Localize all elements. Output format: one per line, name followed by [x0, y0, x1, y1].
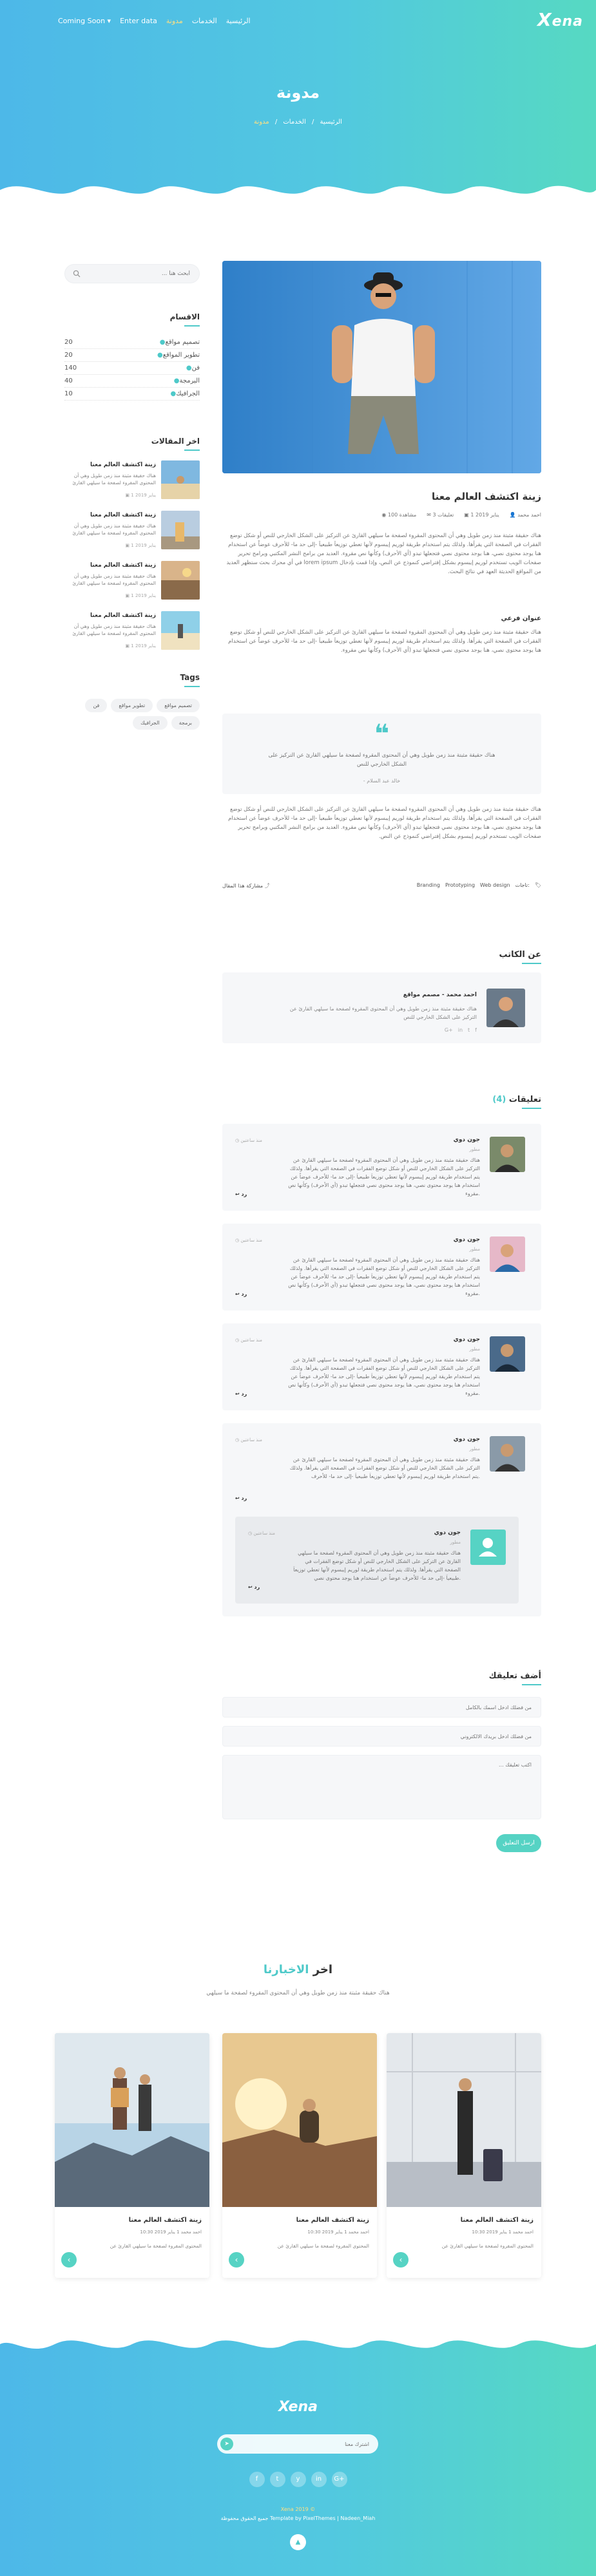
- comment-form-title: أضف تعليقك: [488, 1671, 541, 1681]
- user-icon: [470, 1530, 506, 1565]
- reply-button[interactable]: [235, 1291, 247, 1297]
- recent-post-thumb: [161, 460, 200, 499]
- nested-reply: [235, 1517, 519, 1604]
- bullet-icon: ●: [157, 352, 163, 359]
- calendar-icon: ▣: [125, 593, 131, 598]
- date-text: منذ ساعتين: [253, 1531, 275, 1536]
- commenter-role: مطور: [469, 1247, 480, 1252]
- date-text: 1 يناير 2019: [131, 643, 156, 649]
- brand-logo[interactable]: Xena: [537, 9, 583, 30]
- article-subheading: عنوان فرعي: [501, 615, 541, 622]
- news-card-title: زينة اكتشف العالم معنا: [460, 2217, 534, 2224]
- bullet-icon: ●: [170, 390, 177, 397]
- article-tag[interactable]: Prototyping: [445, 882, 476, 888]
- commenter-name: جون دوي: [453, 1336, 480, 1343]
- recent-posts: [64, 460, 200, 654]
- category-count: 10: [64, 390, 73, 397]
- commenter-avatar: [490, 1137, 525, 1172]
- quote-icon: ❝: [374, 719, 390, 749]
- reply-button[interactable]: [248, 1584, 260, 1590]
- reply-label: رد: [254, 1584, 260, 1590]
- chevron-down-icon: ▾: [107, 17, 111, 25]
- category-list: [64, 336, 200, 401]
- blockquote: [222, 714, 541, 794]
- footer-subscribe: [217, 2434, 378, 2454]
- author-bio: هناك حقيقة مثبتة منذ زمن طويل وهي أن المحتوى المقروء لصفحة ما سيلهي القارئ عن التركيز على الشكل الخارجي للنص: [289, 1006, 477, 1020]
- comment-card: [222, 1224, 541, 1311]
- nav-services[interactable]: الخدمات: [191, 17, 217, 25]
- clock-icon: ◷: [235, 1138, 241, 1143]
- reply-label: رد: [241, 1291, 247, 1297]
- commenter-role: مطور: [450, 1540, 461, 1545]
- reply-label: رد: [241, 1391, 247, 1397]
- calendar-icon: ▣: [464, 512, 471, 518]
- reply-icon: ↩: [235, 1191, 242, 1197]
- email-input[interactable]: [222, 1726, 541, 1747]
- tag-chip[interactable]: فن: [85, 699, 107, 712]
- category-count: 140: [64, 365, 77, 372]
- author-social: [445, 1027, 477, 1033]
- commenter-avatar: [490, 1336, 525, 1372]
- commenter-role: مطور: [469, 1347, 480, 1352]
- reply-label: رد: [241, 1191, 247, 1197]
- share-icon: ⤴: [264, 883, 270, 889]
- comment-date: [248, 1531, 275, 1536]
- comment-icon: ✉: [427, 512, 433, 518]
- date-text: 1 يناير 2019: [131, 493, 156, 498]
- nav-coming-soon-label: Coming Soon: [58, 17, 106, 25]
- recent-post[interactable]: [64, 611, 200, 656]
- recent-post-title: زينة اكتشف العالم معنا: [90, 462, 156, 468]
- user-icon: 👤: [509, 512, 518, 518]
- category-label: تطوير المواقع: [162, 352, 200, 359]
- tag-chip[interactable]: برمجة: [171, 716, 200, 730]
- chevron-left-icon[interactable]: ‹: [229, 2252, 244, 2268]
- heading-underline: [184, 686, 200, 687]
- search-input[interactable]: [90, 265, 199, 283]
- author-avatar: [486, 989, 525, 1027]
- reply-button[interactable]: [235, 1191, 247, 1197]
- breadcrumb-services[interactable]: الخدمات: [283, 118, 306, 126]
- category-item[interactable]: [64, 336, 200, 349]
- comment-date: [235, 1238, 262, 1243]
- recent-post-excerpt: هناك حقيقة مثبتة منذ زمن طويل وهي أن المحتوى المقروء لصفحة ما سيلهي القارئ: [72, 573, 156, 586]
- date-text: منذ ساعتين: [240, 1338, 262, 1343]
- article-paragraph: هناك حقيقة مثبتة منذ زمن طويل وهي أن المحتوى المقروء لصفحة ما سيلهي القارئ عن التركيز على الشكل الخارجي للنص أو شكل توضع الفقرات في الصفحة التي يقرأها. ولذلك يتم استخدام طريقة لوريم إيبسوم لأنها تعطي توزيعاَ طبيعياَ -إلى حد ما- للأحرف عوضاً عن استخدام هنا يوجد محتوى نصي، هنا يوجد محتوى نصي فتجعلها تبدو (أي الأحرف) وكأنها نص مقروء.: [228, 629, 541, 654]
- nav-enter-data[interactable]: Enter data: [120, 17, 157, 25]
- quote-text: هناك حقيقة مثبتة منذ زمن طويل وهي أن المحتوى المقروء لصفحة ما سيلهي القارئ عن التركيز على الشكل الخارجي للنص: [268, 752, 495, 768]
- comment-card: [222, 1423, 541, 1616]
- tag-chip[interactable]: تطوير مواقع: [111, 699, 153, 712]
- news-card-desc: المحتوى المقروء لصفحة ما سيلهي القارئ عن: [277, 2243, 369, 2249]
- commenter-role: مطور: [469, 1147, 480, 1152]
- facebook-icon[interactable]: f: [249, 2472, 265, 2487]
- linkedin-icon[interactable]: in: [311, 2472, 327, 2487]
- comments-title: [222, 1095, 541, 1104]
- recent-post-title: زينة اكتشف العالم معنا: [90, 512, 156, 518]
- news-card-meta: احمد محمد 1 يناير 2019 10:30: [307, 2230, 369, 2235]
- reply-icon: ↩: [248, 1584, 255, 1590]
- linkedin-icon[interactable]: in: [457, 1027, 463, 1033]
- article-featured-image: [222, 261, 541, 473]
- nav-coming-soon[interactable]: [58, 17, 111, 25]
- views-text: 100 مشاهدة: [387, 512, 417, 518]
- youtube-icon[interactable]: y: [291, 2472, 306, 2487]
- latest-news-title: [0, 1963, 596, 1976]
- tag-chip[interactable]: الجرافيك: [133, 716, 167, 730]
- recent-post-title: زينة اكتشف العالم معنا: [90, 612, 156, 619]
- news-card-image: [387, 2033, 541, 2207]
- author-name: احمد محمد: [517, 512, 541, 518]
- article-meta: [222, 512, 541, 518]
- copyright-line: جميع الحقوق محفوظة Template by PixelThemes | Nadeen_Miah: [220, 2515, 376, 2521]
- google-plus-icon[interactable]: G+: [444, 1027, 453, 1033]
- reply-button[interactable]: [235, 1495, 247, 1501]
- comment-text: هناك حقيقة مثبتة منذ زمن طويل وهي أن المحتوى المقروء لصفحة ما سيلهي القارئ عن التركيز على الشكل الخارجي للنص أو شكل توضع الفقرات في الصفحة التي يقرأها. ولذلك يتم استخدام طريقة لوريم إيبسوم لأنها تعطي توزيعاَ طبيعياَ -إلى حد ما- للأحرف.: [289, 1457, 480, 1479]
- comment-text: هناك حقيقة مثبتة منذ زمن طويل وهي أن المحتوى المقروء لصفحة ما سيلهي القارئ عن التركيز على الشكل الخارجي للنص أو شكل توضع الفقرات في الصفحة التي يقرأها. ولذلك يتم استخدام طريقة لوريم إيبسوم لأنها تعطي توزيعاَ طبيعياَ -إلى حد ما- للأحرف عوضاً عن استخدام هنا يوجد محتوى نصي، هنا يوجد محتوى نصي فتجعلها تبدو (أي الأحرف) وكأنها نص مقروء.: [288, 1257, 480, 1296]
- commenter-avatar: [490, 1236, 525, 1272]
- copyright: [0, 2505, 596, 2523]
- calendar-icon: ▣: [125, 643, 131, 649]
- category-item[interactable]: [64, 375, 200, 388]
- commenter-name: جون دوي: [453, 1137, 480, 1143]
- breadcrumb-current: مدونة: [254, 118, 269, 126]
- submit-comment-button[interactable]: ارسل التعليق: [496, 1834, 541, 1852]
- recent-post-date: [66, 593, 156, 598]
- footer-wave: [0, 2318, 596, 2363]
- category-item[interactable]: [64, 388, 200, 401]
- news-card-image: [55, 2033, 209, 2207]
- reply-label: رد: [241, 1495, 247, 1501]
- clock-icon: ◷: [248, 1531, 254, 1536]
- heading-underline: [522, 1108, 541, 1109]
- comment-date: [235, 1437, 262, 1443]
- chevron-left-icon[interactable]: ‹: [393, 2252, 409, 2268]
- comment-text: هناك حقيقة مثبتة منذ زمن طويل وهي أن المحتوى المقروء لصفحة ما سيلهي القارئ عن التركيز على الشكل الخارجي للنص أو شكل توضع الفقرات في الصفحة التي يقرأها. ولذلك يتم استخدام طريقة لوريم إيبسوم لأنها تعطي توزيعاَ طبيعياَ -إلى حد ما- للأحرف عوضاً عن استخدام هنا يوجد محتوى نصي.: [293, 1550, 461, 1581]
- article-paragraph: هناك حقيقة مثبتة منذ زمن طويل وهي أن المحتوى المقروء لصفحة ما سيلهي القارئ عن التركيز على الشكل الخارجي للنص أو شكل توضع الفقرات في الصفحة التي يقرأها. ولذلك يتم استخدام طريقة لوريم إيبسوم لأنها تعطي توزيعاَ طبيعياَ -إلى حد ما- للأحرف عوضاً عن استخدام هنا يوجد محتوى نصي، هنا يوجد محتوى نصي فتجعلها تبدو (أي الأحرف) وكأنها نص مقروء. العديد من برامح النشر المكتبي وبرامح تحرير صفحات الويب تستخدم لوريم إيبسوم بشكل إفتراضي كنموذج عن النص، وإذا قمت بإدخال lorem ipsum في أي محرك بحث ستظهر العديد من المواقع الحديثة العهد في نتائج البحث.: [226, 533, 541, 575]
- share-article[interactable]: [222, 882, 270, 895]
- latest-news-subtitle: هناك حقيقة مثبتة منذ زمن طويل وهي أن المحتوى المقروء لصفحة ما سيلهي: [206, 1990, 390, 1996]
- bullet-icon: ●: [173, 377, 180, 384]
- share-label: مشاركة هذا المقال: [222, 883, 264, 889]
- categories-heading: الاقسام: [169, 312, 200, 321]
- comment-card: [222, 1124, 541, 1211]
- facebook-icon[interactable]: f: [475, 1027, 477, 1033]
- article-views: [381, 512, 416, 518]
- breadcrumb-home[interactable]: الرئيسية: [320, 118, 342, 126]
- bullet-icon: ●: [159, 339, 166, 346]
- news-card-image: [222, 2033, 377, 2207]
- recent-post[interactable]: [64, 460, 200, 506]
- category-count: 40: [64, 377, 73, 384]
- page-title: مدونة: [276, 84, 320, 102]
- article-tags: [417, 882, 541, 895]
- date-text: 1 يناير 2019: [131, 593, 156, 598]
- author-box: [222, 972, 541, 1043]
- comments-title-text: تعليقات: [508, 1095, 541, 1104]
- reply-button[interactable]: [235, 1391, 247, 1397]
- news-card[interactable]: [387, 2033, 541, 2278]
- hero-header: [0, 0, 596, 206]
- sidebar-search: [64, 264, 200, 283]
- clock-icon: ◷: [235, 1238, 241, 1243]
- news-card[interactable]: [222, 2033, 377, 2278]
- comment-date: [235, 1338, 262, 1343]
- header-wave: [0, 174, 596, 206]
- heading-underline: [184, 325, 200, 327]
- recent-post[interactable]: [64, 561, 200, 606]
- main-nav: [58, 17, 251, 25]
- breadcrumb: [0, 118, 596, 126]
- tag-icon: 🏷: [534, 882, 541, 888]
- recent-post-thumb: [161, 611, 200, 650]
- reply-avatar: [470, 1530, 506, 1565]
- commenter-avatar: [490, 1436, 525, 1472]
- category-item[interactable]: [64, 362, 200, 375]
- tags-heading: Tags: [180, 673, 200, 682]
- date-text: 1 يناير 2019: [470, 512, 499, 518]
- news-card-meta: احمد محمد 1 يناير 2019 10:30: [472, 2230, 534, 2235]
- clock-icon: ◷: [235, 1437, 241, 1443]
- author-name: احمد محمد - مصمم مواقع: [403, 992, 477, 998]
- commenter-name: جون دوي: [434, 1530, 461, 1536]
- chevron-left-icon[interactable]: ‹: [61, 2252, 77, 2268]
- news-card-title: زينة اكتشف العالم معنا: [128, 2217, 202, 2224]
- nav-home[interactable]: الرئيسية: [226, 17, 251, 25]
- eye-icon: ◉: [381, 512, 388, 518]
- copyright-year: Xena 2019 ©: [280, 2506, 316, 2512]
- breadcrumb-separator: /: [274, 118, 278, 126]
- footer-social: [0, 2472, 596, 2487]
- tags-label: تاجات:: [515, 882, 530, 888]
- clock-icon: ◷: [235, 1338, 241, 1343]
- search-icon[interactable]: [73, 270, 81, 278]
- news-card-meta: احمد محمد 1 يناير 2019 10:30: [140, 2230, 202, 2235]
- title-highlight: الاخبارنا: [263, 1963, 309, 1976]
- footer-logo[interactable]: Xena: [278, 2399, 318, 2415]
- news-card-desc: المحتوى المقروء لصفحة ما سيلهي القارئ عن: [441, 2243, 534, 2249]
- twitter-icon[interactable]: t: [270, 2472, 285, 2487]
- subscribe-input[interactable]: [253, 2434, 369, 2454]
- commenter-name: جون دوي: [453, 1236, 480, 1243]
- breadcrumb-separator: /: [311, 118, 314, 126]
- article-tag[interactable]: Branding: [416, 882, 440, 888]
- date-text: منذ ساعتين: [240, 1437, 262, 1443]
- calendar-icon: ▣: [125, 493, 131, 498]
- recent-post-excerpt: هناك حقيقة مثبتة منذ زمن طويل وهي أن المحتوى المقروء لصفحة ما سيلهي القارئ: [72, 523, 156, 536]
- category-count: 20: [64, 352, 73, 359]
- reply-icon: ↩: [235, 1495, 242, 1501]
- tag-chip[interactable]: تصميم مواقع: [157, 699, 200, 712]
- calendar-icon: ▣: [125, 543, 131, 548]
- recent-post[interactable]: [64, 511, 200, 556]
- category-label: تصميم مواقع: [165, 339, 200, 346]
- comment-text: هناك حقيقة مثبتة منذ زمن طويل وهي أن المحتوى المقروء لصفحة ما سيلهي القارئ عن التركيز على الشكل الخارجي للنص أو شكل توضع الفقرات في الصفحة التي يقرأها. ولذلك يتم استخدام طريقة لوريم إيبسوم لأنها تعطي توزيعاَ طبيعياَ -إلى حد ما- للأحرف عوضاً عن استخدام هنا يوجد محتوى نصي، هنا يوجد محتوى نصي فتجعلها تبدو (أي الأحرف) وكأنها نص مقروء.: [288, 1157, 480, 1197]
- author-section-title: عن الكاتب: [499, 950, 541, 960]
- comments-text: 3 تعليقات: [432, 512, 454, 518]
- category-count: 20: [64, 339, 73, 346]
- date-text: منذ ساعتين: [240, 1138, 262, 1143]
- comments-count: (4): [492, 1095, 506, 1104]
- reply-icon: ↩: [235, 1291, 242, 1297]
- name-input[interactable]: [222, 1697, 541, 1718]
- comment-card: [222, 1323, 541, 1410]
- chevron-up-icon[interactable]: ▲: [290, 2534, 306, 2550]
- recent-post-date: [66, 493, 156, 498]
- commenter-role: مطور: [469, 1446, 480, 1452]
- quote-author: - خالد عبد السلام: [363, 778, 401, 784]
- recent-post-excerpt: هناك حقيقة مثبتة منذ زمن طويل وهي أن المحتوى المقروء لصفحة ما سيلهي القارئ: [72, 623, 156, 636]
- heading-underline: [522, 963, 541, 964]
- recent-post-date: [66, 643, 156, 649]
- recent-post-date: [66, 543, 156, 548]
- news-card[interactable]: [55, 2033, 209, 2278]
- article-author[interactable]: [510, 512, 541, 518]
- category-label: الجرافيك: [176, 390, 200, 397]
- recent-post-title: زينة اكتشف العالم معنا: [90, 562, 156, 569]
- recent-post-thumb: [161, 561, 200, 600]
- tag-cloud: [64, 699, 200, 730]
- recent-post-thumb: [161, 511, 200, 549]
- article-title: زينة اكتشف العالم معنا: [431, 491, 541, 502]
- category-label: فن: [191, 365, 200, 372]
- article-comments-count[interactable]: [427, 512, 454, 518]
- date-text: 1 يناير 2019: [131, 543, 156, 548]
- message-textarea[interactable]: [222, 1755, 541, 1819]
- comment-date: [235, 1138, 262, 1143]
- recent-posts-heading: اخر المقالات: [151, 437, 200, 446]
- date-text: منذ ساعتين: [240, 1238, 262, 1243]
- recent-post-excerpt: هناك حقيقة مثبتة منذ زمن طويل وهي أن المحتوى المقروء لصفحة ما سيلهي القارئ: [72, 473, 156, 486]
- news-card-desc: المحتوى المقروء لصفحة ما سيلهي القارئ عن: [110, 2243, 202, 2249]
- send-icon[interactable]: ➤: [220, 2438, 233, 2450]
- twitter-icon[interactable]: t: [468, 1027, 470, 1033]
- google-plus-icon[interactable]: G+: [332, 2472, 347, 2487]
- comment-text: هناك حقيقة مثبتة منذ زمن طويل وهي أن المحتوى المقروء لصفحة ما سيلهي القارئ عن التركيز على الشكل الخارجي للنص أو شكل توضع الفقرات في الصفحة التي يقرأها. ولذلك يتم استخدام طريقة لوريم إيبسوم لأنها تعطي توزيعاَ طبيعياَ -إلى حد ما- للأحرف عوضاً عن استخدام هنا يوجد محتوى نصي، هنا يوجد محتوى نصي فتجعلها تبدو (أي الأحرف) وكأنها نص مقروء.: [288, 1357, 480, 1396]
- article-date: [464, 512, 499, 518]
- category-item[interactable]: [64, 349, 200, 362]
- bullet-icon: ●: [186, 365, 192, 372]
- news-card-title: زينة اكتشف العالم معنا: [296, 2217, 369, 2224]
- category-label: البرمجة: [179, 377, 200, 384]
- commenter-name: جون دوي: [453, 1436, 480, 1443]
- article-paragraph: هناك حقيقة مثبتة منذ زمن طويل وهي أن المحتوى المقروء لصفحة ما سيلهي القارئ عن التركيز على الشكل الخارجي للنص أو شكل توضع الفقرات في الصفحة التي يقرأها. ولذلك يتم استخدام طريقة لوريم إيبسوم لأنها تعطي توزيعاَ طبيعياَ -إلى حد ما- للأحرف عوضاً عن استخدام هنا يوجد محتوى نصي، هنا يوجد محتوى نصي فتجعلها تبدو (أي الأحرف) وكأنها نص مقروء. العديد من برامح النشر المكتبي وبرامح تحرير صفحات الويب تستخدم لوريم إيبسوم بشكل إفتراضي كنموذج عن النص.: [228, 806, 541, 840]
- title-main: اخر: [312, 1963, 333, 1976]
- heading-underline: [184, 450, 200, 451]
- reply-icon: ↩: [235, 1391, 242, 1397]
- heading-underline: [522, 1684, 541, 1685]
- nav-blog[interactable]: مدونة: [166, 17, 183, 25]
- article-tag[interactable]: Web design: [480, 882, 510, 888]
- article-footer: [222, 882, 541, 895]
